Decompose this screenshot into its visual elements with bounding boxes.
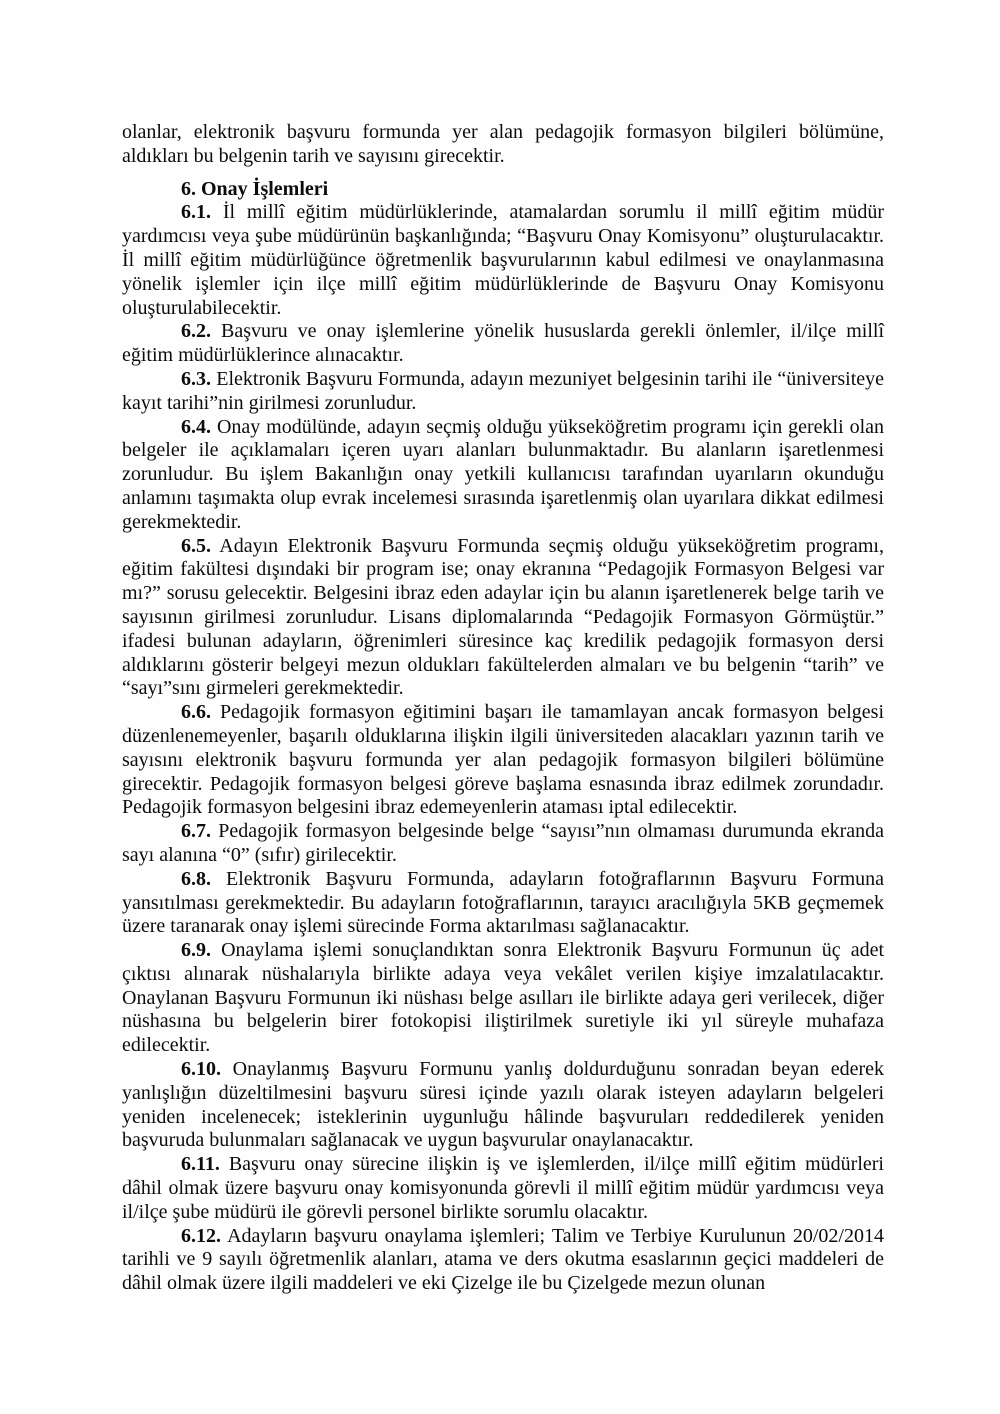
intro-paragraph-text: olanlar, elektronik başvuru formunda yer alan pedagojik formasyon bilgileri bölümüne, aldıkları bu belgenin tarih ve sayısını girecektir. xyxy=(122,121,884,167)
paragraph-number: 6.4. xyxy=(181,415,211,438)
paragraph-6-4 xyxy=(122,416,884,535)
paragraph-6-3 xyxy=(122,368,884,416)
paragraph-text: Elektronik Başvuru Formunda, adayın mezuniyet belgesinin tarihi ile “üniversiteye kayıt tarihi”nin girilmesi zorunludur. xyxy=(122,367,885,414)
paragraph-text: İl millî eğitim müdürlüklerinde, atamalardan sorumlu il millî eğitim müdür yardımcısı veya şube müdürünün başkanlığında; “Başvuru Onay Komisyonu” oluşturulacaktır. İl millî eğitim müdürlüğünce öğretmenlik başvurularının kabul edilmesi ve onaylanmasına yönelik işlemler için ilçe millî eğitim müdürlüklerinde de Başvuru Onay Komisyonu oluşturulabilecektir. xyxy=(122,201,884,319)
paragraph-number: 6.10. xyxy=(181,1058,221,1081)
paragraph-text: Başvuru onay sürecine ilişkin iş ve işlemlerden, il/ilçe millî eğitim müdürleri dâhil olmak üzere başvuru onay komisyonunda görevli il millî eğitim müdür yardımcısı veya il/ilçe şube müdürü ile görevli personel birlikte sorumlu olacaktır. xyxy=(122,1153,884,1223)
paragraph-number: 6.1. xyxy=(181,201,211,224)
paragraph-text: Onaylanmış Başvuru Formunu yanlış doldurduğunu sonradan beyan ederek yanlışlığın düzeltilmesini başvuru süresi içinde yazılı olarak isteyen adayların belgeleri yeniden incelenecek; isteklerinin uygunluğu hâlinde başvuruları reddedilerek yeniden başvuruda bulunmaları sağlanacak ve uygun başvurular onaylanacaktır. xyxy=(122,1058,884,1152)
paragraph-number: 6.5. xyxy=(181,534,211,557)
paragraph-6-2 xyxy=(122,320,884,368)
paragraph-6-7 xyxy=(122,820,884,868)
paragraph-number: 6.9. xyxy=(181,939,211,962)
paragraph-text: Onay modülünde, adayın seçmiş olduğu yükseköğretim programı için gerekli olan belgeler ile açıklamaları içeren uyarı alanları bulunmaktadır. Bu alanların işaretlenmesi zorunludur. Bu işlem Bakanlığın onay yetkili kullanıcısı tarafından uyarıların okunduğu anlamını taşımakta olup evrak incelemesi sırasında işaretlenmiş olan uyarılara dikkat edilmesi gerekmektedir. xyxy=(122,415,885,533)
paragraph-number: 6.8. xyxy=(181,867,211,890)
paragraph-text: Pedagojik formasyon eğitimini başarı ile tamamlayan ancak formasyon belgesi düzenlenemeyenler, başarılı olduklarına ilişkin ilgili üniversiteden alacakları yazının tarih ve sayısını elektronik başvuru formunda yer alan pedagojik formasyon bilgileri bölümüne girecektir. Pedagojik formasyon belgesi göreve başlama esnasında ibraz edilmek zorundadır. Pedagojik formasyon belgesini ibraz edemeyenlerin ataması iptal edilecektir. xyxy=(122,701,884,819)
paragraph-number: 6.3. xyxy=(181,367,211,390)
paragraph-text: Adayların başvuru onaylama işlemleri; Talim ve Terbiye Kurulunun 20/02/2014 tarihli ve 9 sayılı öğretmenlik alanları, atama ve ders okutma esaslarının geçici maddeleri de dâhil olmak üzere ilgili maddeleri ve eki Çizelge ile bu Çizelgede mezun olunan xyxy=(122,1224,884,1295)
intro-paragraph xyxy=(122,121,884,169)
paragraph-6-8 xyxy=(122,868,884,939)
paragraph-6-1 xyxy=(122,201,884,320)
paragraph-text: Pedagojik formasyon belgesinde belge “sayısı”nın olmaması durumunda ekranda sayı alanına “0” (sıfır) girilecektir. xyxy=(122,820,884,866)
section-heading: 6. Onay İşlemleri xyxy=(181,177,329,200)
paragraph-text: Adayın Elektronik Başvuru Formunda seçmiş olduğu yükseköğretim programı, eğitim fakültesi dışındaki bir program ise; onay ekranına “Pedagojik Formasyon Belgesi var mı?” sorusu gelecektir. Belgesini ibraz eden adaylar için bu alanın işaretlenerek belge tarih ve sayısının girilmesi zorunludur. Lisans diplomalarında “Pedagojik Formasyon Görmüştür.” ifadesi bulunan adayların, öğrenimleri süresince kaç kredilik pedagojik formasyon dersi aldıklarını gösterir belgeyi mezun oldukları fakültelerden almaları ve bu belgenin “tarih” ve “sayı”sını girmeleri gerekmektedir. xyxy=(122,534,884,700)
paragraph-number: 6.11. xyxy=(181,1153,220,1176)
paragraph-6-5 xyxy=(122,535,884,702)
paragraph-number: 6.12. xyxy=(181,1224,221,1247)
paragraph-number: 6.2. xyxy=(181,320,211,343)
paragraph-text: Onaylama işlemi sonuçlandıktan sonra Elektronik Başvuru Formunun üç adet çıktısı alınarak nüshalarıyla birlikte adaya veya vekâlet verilen kişiye imzalatılacaktır. Onaylanan Başvuru Formunun iki nüshası belge asılları ile birlikte adaya geri verilecek, diğer nüshasına bu belgelerin birer fotokopisi iliştirilmek suretiyle iki yıl süreyle muhafaza edilecektir. xyxy=(122,939,885,1057)
paragraph-text: Elektronik Başvuru Formunda, adayların fotoğraflarının Başvuru Formuna yansıtılması gerekmektedir. Bu adayların fotoğraflarının, tarayıcı aracılığıyla 5KB geçmemek üzere taranarak onay işlemi sürecinde Forma aktarılması sağlanacaktır. xyxy=(122,867,885,938)
paragraph-number: 6.6. xyxy=(181,701,211,724)
paragraph-6-11 xyxy=(122,1153,884,1224)
paragraph-6-6 xyxy=(122,701,884,820)
paragraph-number: 6.7. xyxy=(181,820,211,843)
paragraph-6-10 xyxy=(122,1058,884,1153)
paragraph-text: Başvuru ve onay işlemlerine yönelik hususlarda gerekli önlemler, il/ilçe millî eğitim müdürlüklerince alınacaktır. xyxy=(122,320,885,367)
document-text-block xyxy=(122,121,884,1296)
paragraph-6-9 xyxy=(122,939,884,1058)
paragraph-6-12 xyxy=(122,1225,884,1296)
